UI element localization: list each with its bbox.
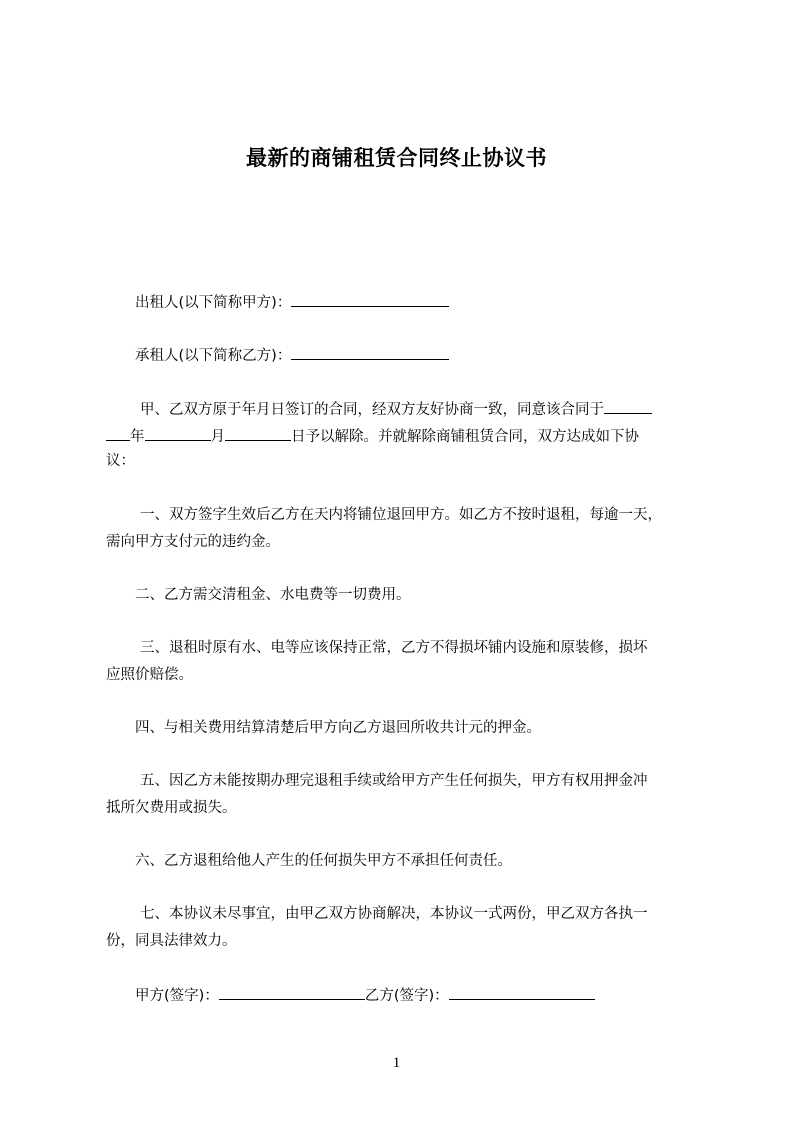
lessee-label: 承租人(以下简称乙方)： bbox=[135, 348, 292, 364]
signature-line bbox=[135, 984, 595, 1006]
party-b-signature-label: 乙方(签字)： bbox=[364, 988, 449, 1004]
clause-3-line-2: 应照价赔偿。 bbox=[106, 667, 193, 683]
clause-4: 四、与相关费用结算清楚后甲方向乙方退回所收共计元的押金。 bbox=[135, 720, 541, 736]
clause-7-line-1: 七、本协议未尽事宜，由甲乙双方协商解决，本协议一式两份，甲乙双方各执一 bbox=[140, 906, 648, 922]
clause-1-line-1: 一、双方签字生效后乙方在天内将铺位退回甲方。如乙方不按时退租，每逾一天， bbox=[140, 507, 662, 523]
party-b-signature-blank bbox=[449, 984, 595, 1000]
lessee-line bbox=[135, 344, 449, 366]
month-blank bbox=[145, 425, 211, 441]
intro-line-3: 议： bbox=[106, 453, 135, 469]
lessor-blank bbox=[291, 291, 449, 307]
party-a-signature-blank bbox=[219, 984, 365, 1000]
clause-3-line-1: 三、退租时原有水、电等应该保持正常，乙方不得损坏铺内设施和原装修，损坏 bbox=[140, 640, 648, 656]
year-blank bbox=[106, 425, 130, 441]
clause-5-line-1: 五、因乙方未能按期办理完退租手续或给甲方产生任何损失，甲方有权用押金冲 bbox=[140, 773, 648, 789]
intro-line-1: 甲、乙双方原于年月日签订的合同，经双方友好协商一致，同意该合同于 bbox=[140, 398, 652, 420]
clause-6: 六、乙方退租给他人产生的任何损失甲方不承担任何责任。 bbox=[135, 853, 512, 869]
lessor-line bbox=[135, 291, 449, 313]
clause-7-line-2: 份，同具法律效力。 bbox=[106, 933, 237, 949]
termination-date-blank bbox=[604, 398, 652, 414]
intro-line-2: 年 月 日予以解除。并就解除商铺租赁合同，双方达成如下协 bbox=[106, 425, 639, 447]
clause-5-line-2: 抵所欠费用或损失。 bbox=[106, 800, 237, 816]
party-a-signature-label: 甲方(签字)： bbox=[135, 988, 219, 1004]
clause-1-line-2: 需向甲方支付元的违约金。 bbox=[106, 534, 280, 550]
lessee-blank bbox=[291, 344, 449, 360]
lessor-label: 出租人(以下简称甲方)： bbox=[135, 295, 292, 311]
document-title: 最新的商铺租赁合同终止协议书 bbox=[246, 146, 547, 170]
day-blank bbox=[225, 425, 291, 441]
clause-2: 二、乙方需交清租金、水电费等一切费用。 bbox=[135, 587, 411, 603]
page-number: 1 bbox=[392, 1055, 401, 1071]
